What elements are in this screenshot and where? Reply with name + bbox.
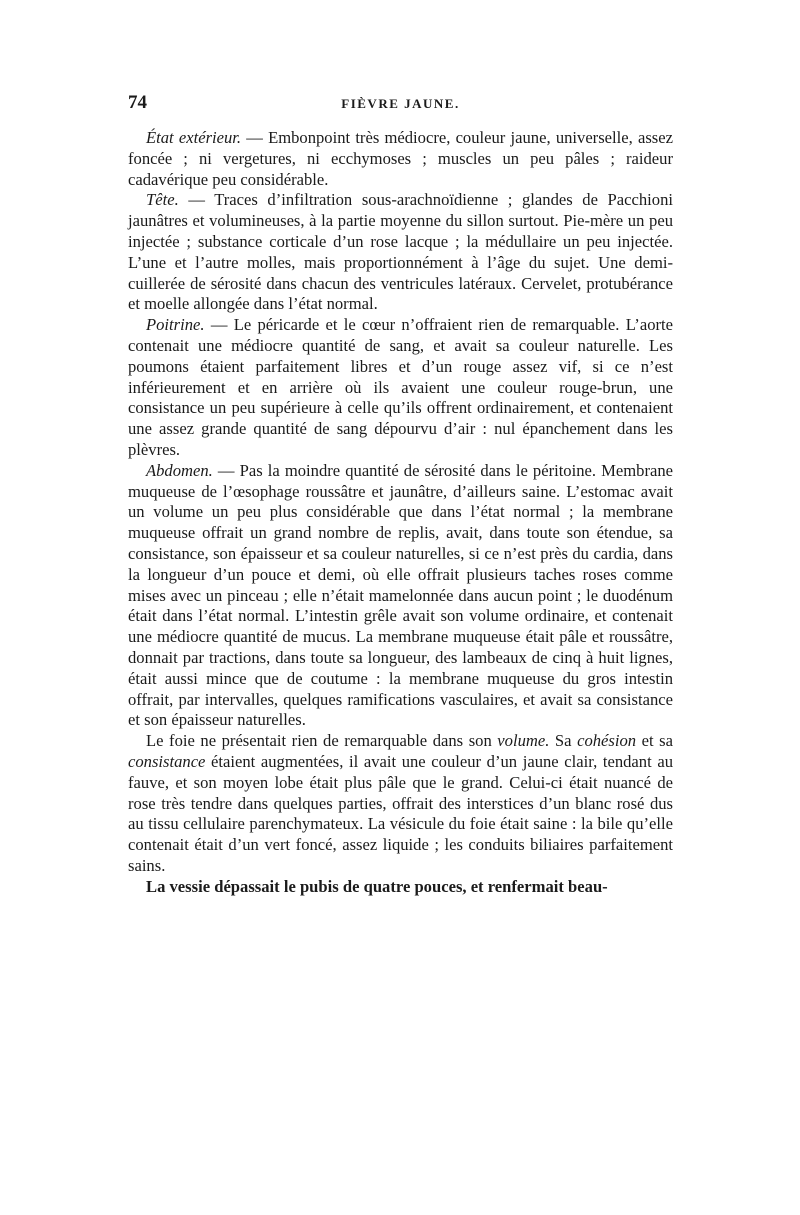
section-heading-poitrine: Poitrine. [146,315,205,335]
running-title: FIÈVRE JAUNE. [341,96,460,111]
paragraph-text: — Pas la moindre quantité de sérosité dans le péritoine. Membrane muqueuse de l’œsophage roussâtre et jaunâtre, d’ailleurs saine. L’estomac avait un volume un peu plus considérable que dans l’état normal ; la membrane muqueuse offrait un grand nombre de replis, avait, dans toute son étendue, sa consistance, son épaisseur et sa couleur naturelles, si ce n’est près du cardia, dans la longueur d’un pouce et demi, où elle offrait plusieurs taches roses comme mises avec un pinceau ; elle n’était mamelonnée dans aucun point ; le duodénum était dans l’état normal. L’intestin grêle avait son volume ordinaire, et contenait une médiocre quantité de mucus. La membrane muqueuse était pâle et roussâtre, donnait par tractions, dans toute sa longueur, des lambeaux de cinq à huit lignes, était aussi mince que de coutume : la membrane muqueuse du gros intestin offrait, par intervalles, quelques ramifications vasculaires, et avait sa consistance et son épaisseur naturelles. [128,460,673,730]
paragraph-tete [128,190,673,315]
emphasis-cohesion: cohésion [577,731,637,751]
paragraph-abdomen [128,461,673,731]
paragraph-text: Sa [549,731,578,751]
paragraph-text: — Embonpoint très médiocre, couleur jaune, universelle, assez foncée ; ni vergetures, ni ecchymoses ; muscles un peu pâles ; raideur cadavérique peu considérable. [128,128,673,189]
page-number: 74 [128,92,147,113]
paragraph-text: — Le péricarde et le cœur n’offraient rien de remarquable. L’aorte contenait une médiocre quantité de sang, et avait sa couleur naturelle. Les poumons étaient parfaitement libres et d’un rouge assez vif, si ce n’est inférieurement et en arrière où ils avaient une couleur rouge-brun, une consistance un peu supérieure à celle qu’ils offrent ordinairement, et contenaient une assez grande quantité de sang dépourvu d’air : nul épanchement dans les plèvres. [128,315,673,459]
paragraph-exterieur [128,128,673,190]
emphasis-volume: volume. [497,731,550,751]
emphasis-consistance: consistance [128,751,206,771]
paragraph-text: Le foie ne présentait rien de remarquable dans son [146,731,498,751]
paragraph-text: et sa [636,731,673,751]
section-heading-tete: Tête. [146,190,179,210]
book-page [128,92,673,897]
paragraph-text: La vessie dépassait le pubis de quatre pouces, et renfermait beau- [146,876,608,896]
paragraph-poitrine [128,315,673,461]
paragraph-foie [128,731,673,877]
section-heading-exterieur: État extérieur. [146,128,242,147]
paragraph-text: — Traces d’infiltration sous-arachnoïdienne ; glandes de Pacchioni jaunâtres et volumineuses, à la partie moyenne du sillon surtout. Pie-mère un peu injectée ; substance corticale d’un rose lacque ; la médullaire un peu injectée. L’une et l’autre molles, mais proportionnément à l’âge du sujet. Une demi-cuillerée de sérosité dans chacun des ventricules latéraux. Cervelet, protubérance et moelle allongée dans l’état normal. [128,190,673,314]
paragraph-vessie [128,877,673,898]
page-header [128,92,673,122]
paragraph-text: étaient augmentées, il avait une couleur d’un jaune clair, tendant au fauve, et son moyen lobe était plus pâle que le grand. Celui-ci était nuancé de rose très tendre dans quelques parties, offrait des interstices d’un blanc rosé dus au tissu cellulaire parenchymateux. La vésicule du foie était saine : la bile qu’elle contenait était d’un vert foncé, assez liquide ; les conduits biliaires parfaitement sains. [128,751,673,875]
section-heading-abdomen: Abdomen. [146,460,213,480]
